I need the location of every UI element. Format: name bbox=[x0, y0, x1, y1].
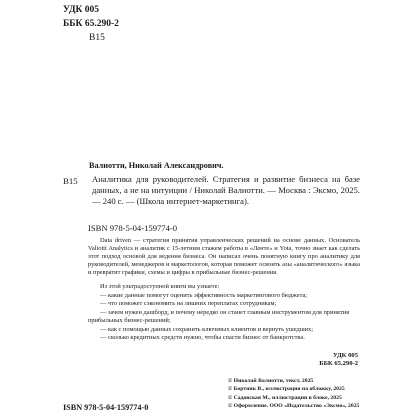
copyright-list bbox=[228, 377, 359, 411]
author-code: В15 bbox=[63, 176, 78, 186]
list-item: — что поможет сэкономить на лишних переплатах сотрудникам; bbox=[100, 300, 277, 308]
list-item: — зачем нужен дашборд, и почему нередко он станет главным инструментом для принятия прибыльных бизнес-решений; bbox=[88, 308, 350, 325]
copyright-line: © Бортник В., иллюстрация на обложку, 2025 bbox=[228, 386, 345, 393]
learn-intro: Из этой ультрадоступной книги вы узнаете: bbox=[100, 283, 220, 290]
isbn-main: ISBN 978-5-04-159774-0 bbox=[88, 223, 178, 233]
author-code-top: В15 bbox=[89, 33, 105, 43]
bibliographic-description: Аналитика для руководителей. Стратегия и развитие бизнеса на базе данных, а не на интуиции / Николай Валиотти. — Москва : Эксмо, 2025. — 240 с. — (Школа интернет-маркетинга). bbox=[92, 174, 360, 206]
list-item: — как с помощью данных сохранить ключевых клиентов и вернуть ушедших; bbox=[100, 325, 314, 333]
copyright-line: © Садовская М., иллюстрации в блоке, 2025 bbox=[228, 394, 342, 401]
copyright-line: © Николай Валиотти, текст, 2025 bbox=[228, 378, 314, 384]
classification-bottom bbox=[319, 352, 358, 368]
list-item: — какие данные помогут оценить эффективность маркетингового бюджета; bbox=[100, 292, 308, 299]
isbn-bottom: ISBN 978-5-04-159774-0 bbox=[63, 403, 149, 412]
author-heading: Валиотти, Николай Александрович. bbox=[89, 161, 224, 170]
udc-code-bottom: УДК 005 bbox=[332, 352, 358, 359]
bbk-code-top: ББК 65.290-2 bbox=[63, 19, 119, 29]
udc-code-top: УДК 005 bbox=[63, 5, 100, 15]
list-item: — сколько кредитных средств нужно, чтобы спасти бизнес от банкротства. bbox=[100, 334, 305, 342]
bbk-code-bottom: ББК 65.290-2 bbox=[319, 360, 358, 367]
copyright-line: © Оформление. ООО «Издательство «Эксмо», 2025 bbox=[228, 403, 360, 410]
annotation-bullets bbox=[88, 292, 360, 342]
annotation-text: Data driven — стратегия принятия управленческих решений на основе данных. Основатель Valiotti Analytics и аналитик с 15-летним стажем работы в «Ленте» и Yota, точно знает как сделать этот подход основой для ведения бизнеса. Он написал очень понятную книгу про аналитику для руководителей, менеджеров и маркетологов, которая поможет освоить азы «аналитического» языка и превратит графики, схемы и цифры в прибыльные бизнес-решения. bbox=[88, 237, 360, 276]
